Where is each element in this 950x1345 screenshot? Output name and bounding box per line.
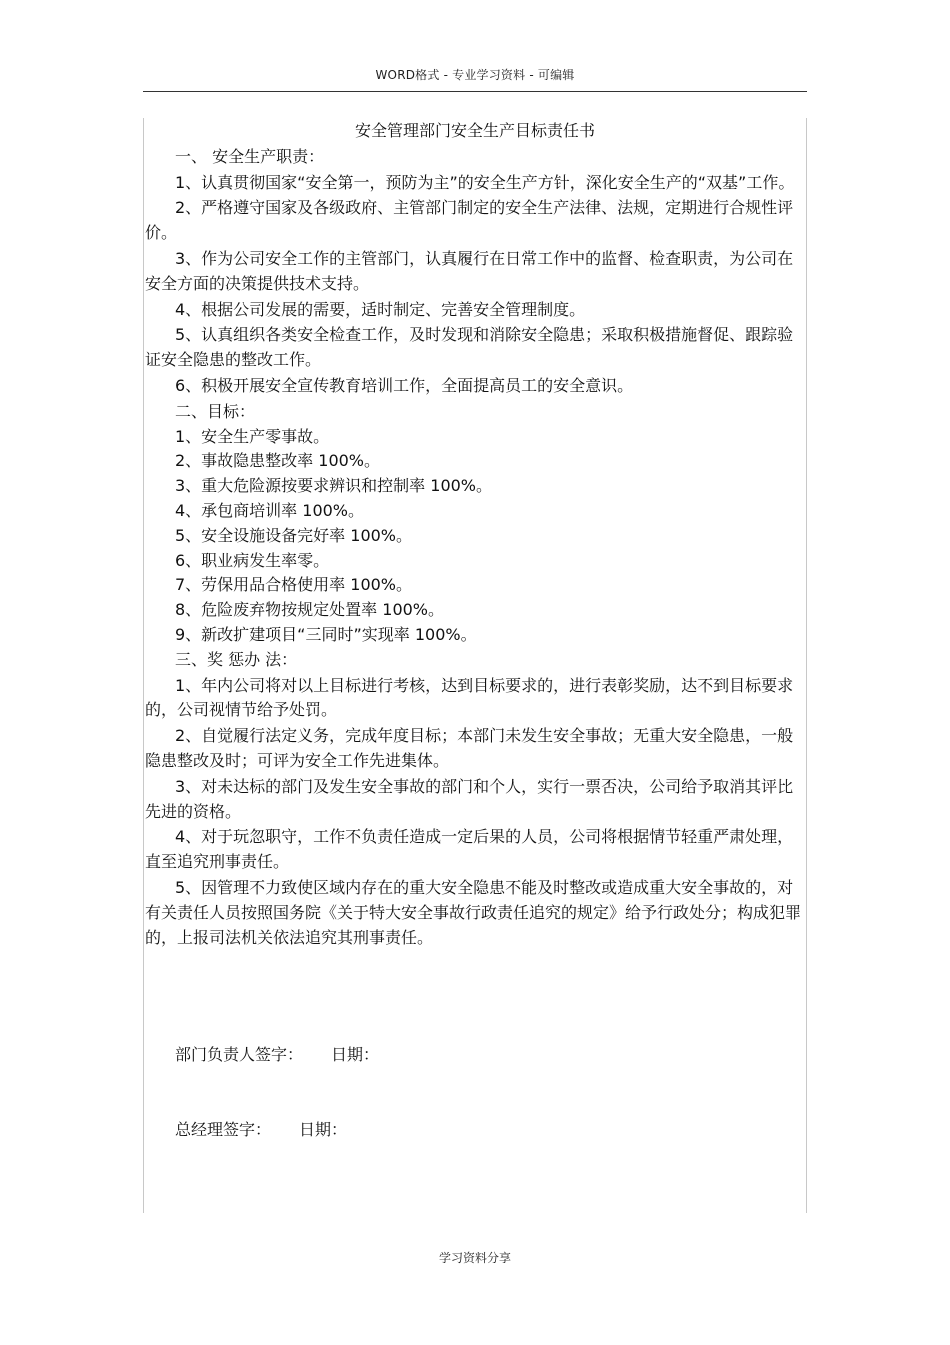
gm-date-label: 日期： — [299, 1120, 348, 1139]
goal-item: 2、事故隐患整改率 100%。 — [175, 451, 381, 471]
goal-item: 6、职业病发生率零。 — [175, 550, 330, 570]
dept-date-label: 日期： — [331, 1045, 380, 1064]
duty-item: 4、根据公司发展的需要，适时制定、完善安全管理制度。 — [175, 299, 586, 319]
right-border-line — [806, 118, 807, 1213]
duty-item: 6、积极开展安全宣传教育培训工作，全面提高员工的安全意识。 — [175, 375, 634, 395]
section-heading-goals: 二、目标： — [175, 401, 256, 421]
gm-signature-label: 总经理签字： — [175, 1120, 272, 1139]
gm-signature-line — [175, 1117, 347, 1140]
duty-item: 1、认真贯彻国家“安全第一，预防为主”的安全生产方针，深化安全生产的“双基”工作。 — [175, 172, 795, 192]
page-footer: 学习资料分享 — [438, 1251, 511, 1265]
dept-signature-line — [175, 1042, 379, 1065]
reward-item: 1、年内公司将对以上目标进行考核，达到目标要求的，进行表彰奖励，达不到目标要求的，公司视情节给予处罚。 — [145, 675, 794, 720]
left-border-line — [143, 118, 144, 1213]
reward-item: 5、因管理不力致使区域内存在的重大安全隐患不能及时整改或造成重大安全事故的，对有关责任人员按照国务院《关于特大安全事故行政责任追究的规定》给予行政处分；构成犯罪的，上报司法机关依法追究其刑事责任。 — [145, 877, 802, 947]
goal-item: 8、危险废弃物按规定处置率 100%。 — [175, 600, 445, 620]
duty-item: 2、严格遵守国家及各级政府、主管部门制定的安全生产法律、法规，定期进行合规性评价。 — [145, 198, 794, 243]
goal-item: 3、重大危险源按要求辨识和控制率 100%。 — [175, 476, 493, 496]
page-header: WORD格式 - 专业学习资料 - 可编辑 — [375, 68, 575, 82]
goal-item: 1、安全生产零事故。 — [175, 426, 330, 446]
duty-item: 5、认真组织各类安全检查工作，及时发现和消除安全隐患；采取积极措施督促、跟踪验证安全隐患的整改工作。 — [145, 325, 794, 370]
dept-signature-label: 部门负责人签字： — [175, 1045, 304, 1064]
header-divider — [143, 91, 807, 92]
section-heading-rewards: 三、奖 惩办 法： — [175, 649, 298, 669]
goal-item: 9、新改扩建项目“三同时”实现率 100%。 — [175, 624, 477, 644]
document-title: 安全管理部门安全生产目标责任书 — [354, 121, 595, 140]
reward-item: 2、自觉履行法定义务，完成年度目标；本部门未发生安全事故；无重大安全隐患，一般隐患整改及时；可评为安全工作先进集体。 — [145, 726, 794, 770]
duty-item: 3、作为公司安全工作的主管部门，认真履行在日常工作中的监督、检查职责，为公司在安全方面的决策提供技术支持。 — [145, 248, 794, 293]
goal-item: 4、承包商培训率 100%。 — [175, 500, 365, 520]
goal-item: 7、劳保用品合格使用率 100%。 — [175, 575, 413, 595]
document-body — [145, 119, 805, 951]
reward-item: 4、对于玩忽职守，工作不负责任造成一定后果的人员，公司将根据情节轻重严肃处理，直至追究刑事责任。 — [145, 827, 794, 872]
goal-item: 5、安全设施设备完好率 100%。 — [175, 525, 413, 545]
section-heading-duties: 一、 安全生产职责： — [175, 146, 325, 166]
reward-item: 3、对未达标的部门及发生安全事故的部门和个人，实行一票否决，公司给予取消其评比先进的资格。 — [145, 776, 794, 821]
